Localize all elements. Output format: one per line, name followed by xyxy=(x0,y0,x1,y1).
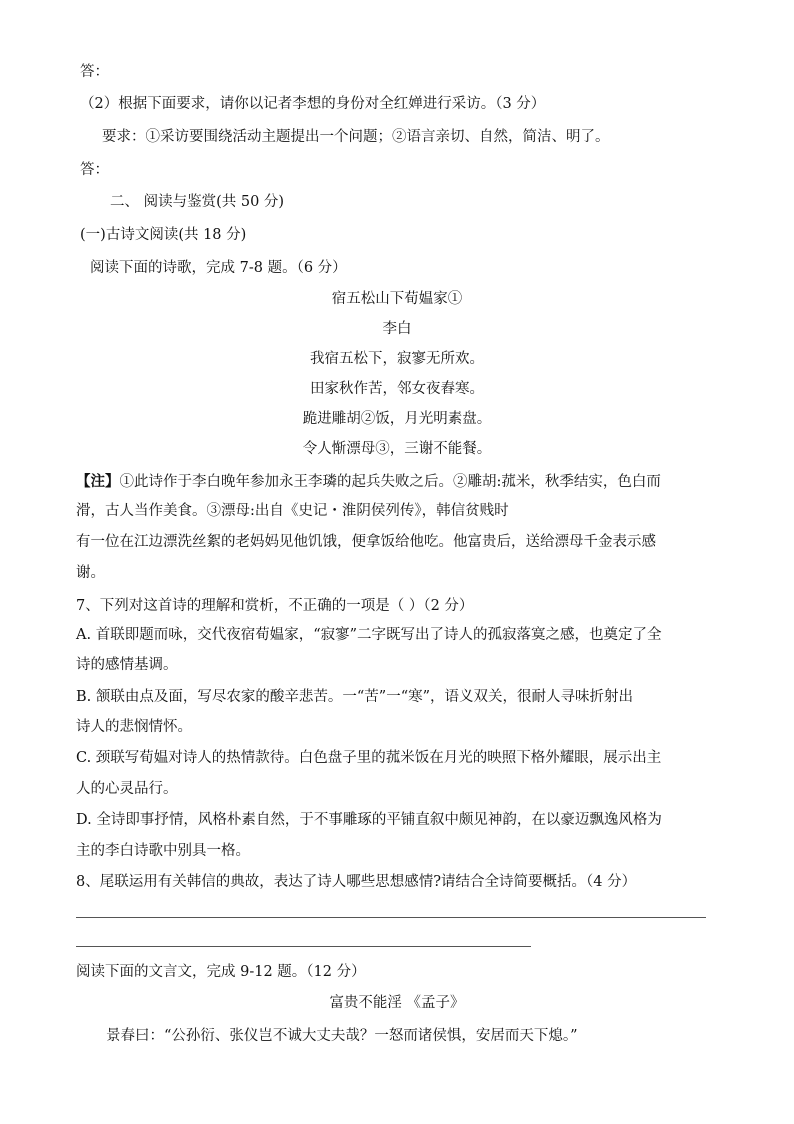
note-line-1 xyxy=(76,472,661,492)
question-2: （2）根据下面要求，请你以记者李想的身份对全红婵进行采访。（3 分） xyxy=(80,96,546,112)
wenyan-first-line: 景春曰：“公孙衍、张仪岂不诚大丈夫哉？一怒而诸侯惧，安居而天下熄。” xyxy=(106,1028,578,1044)
note-line-4: 谢。 xyxy=(76,565,105,581)
answer-line xyxy=(76,917,706,918)
section-heading: 二、 阅读与鉴赏(共 50 分) xyxy=(110,194,285,210)
answer-label-1: 答： xyxy=(80,64,109,80)
poem-line: 田家秋作苦，邻女夜舂寒。 xyxy=(310,381,484,397)
answer-line xyxy=(76,946,531,947)
note-text: ①此诗作于李白晚年参加永王李璘的起兵失败之后。②雕胡:菰米，秋季结实，色白而 xyxy=(119,474,661,490)
question-8: 8、尾联运用有关韩信的典故，表达了诗人哪些思想感情?请结合全诗简要概括。（4 分） xyxy=(76,874,637,890)
poem-line: 跪进雕胡②饭，月光明素盘。 xyxy=(302,411,492,427)
subsection-heading: (一)古诗文阅读(共 18 分) xyxy=(80,227,247,243)
note-line-2: 滑，古人当作美食。③漂母:出自《史记・淮阴侯列传》，韩信贫贱时 xyxy=(76,503,509,519)
poem-line: 我宿五松下，寂寥无所欢。 xyxy=(310,351,484,367)
note-line-3: 有一位在江边漂洗丝絮的老妈妈见他饥饿，便拿饭给他吃。他富贵后，送给漂母千金表示感 xyxy=(76,534,656,550)
option-b: B. 颔联由点及面，写尽农家的酸辛悲苦。一“苦”一“寒”，语义双关，很耐人寻味折射出 xyxy=(76,689,634,705)
option-a: A. 首联即题而咏，交代夜宿荀媪家，“寂寥”二字既写出了诗人的孤寂落寞之感，也奠定了全 xyxy=(76,627,662,643)
option-d: D. 全诗即事抒情，风格朴素自然，于不事雕琢的平铺直叙中颇见神韵，在以豪迈飘逸风格为 xyxy=(76,812,662,828)
wenyan-instruction: 阅读下面的文言文，完成 9-12 题。（12 分） xyxy=(76,964,366,980)
option-a-cont: 诗的感情基调。 xyxy=(76,657,178,673)
option-d-cont: 主的李白诗歌中别具一格。 xyxy=(76,843,250,859)
poem-instruction: 阅读下面的诗歌，完成 7-8 题。（6 分） xyxy=(90,260,347,276)
wenyan-title: 富贵不能淫 《孟子》 xyxy=(329,995,465,1011)
answer-label-2: 答： xyxy=(80,162,109,178)
question-2-requirement: 要求：①采访要围绕活动主题提出一个问题；②语言亲切、自然，简洁、明了。 xyxy=(102,129,610,145)
poem-title: 宿五松山下荀媪家① xyxy=(331,291,463,307)
note-label: 【注】 xyxy=(76,473,120,490)
poem-author: 李白 xyxy=(382,321,412,337)
option-b-cont: 诗人的悲悯情怀。 xyxy=(76,719,192,735)
question-7: 7、下列对这首诗的理解和赏析，不正确的一项是（ ）（2 分） xyxy=(76,598,474,614)
option-c-cont: 人的心灵品行。 xyxy=(76,781,178,797)
option-c: C. 颈联写荀媪对诗人的热情款待。白色盘子里的菰米饭在月光的映照下格外耀眼，展示出主 xyxy=(76,750,662,766)
poem-line: 令人惭漂母③，三谢不能餐。 xyxy=(302,441,492,457)
